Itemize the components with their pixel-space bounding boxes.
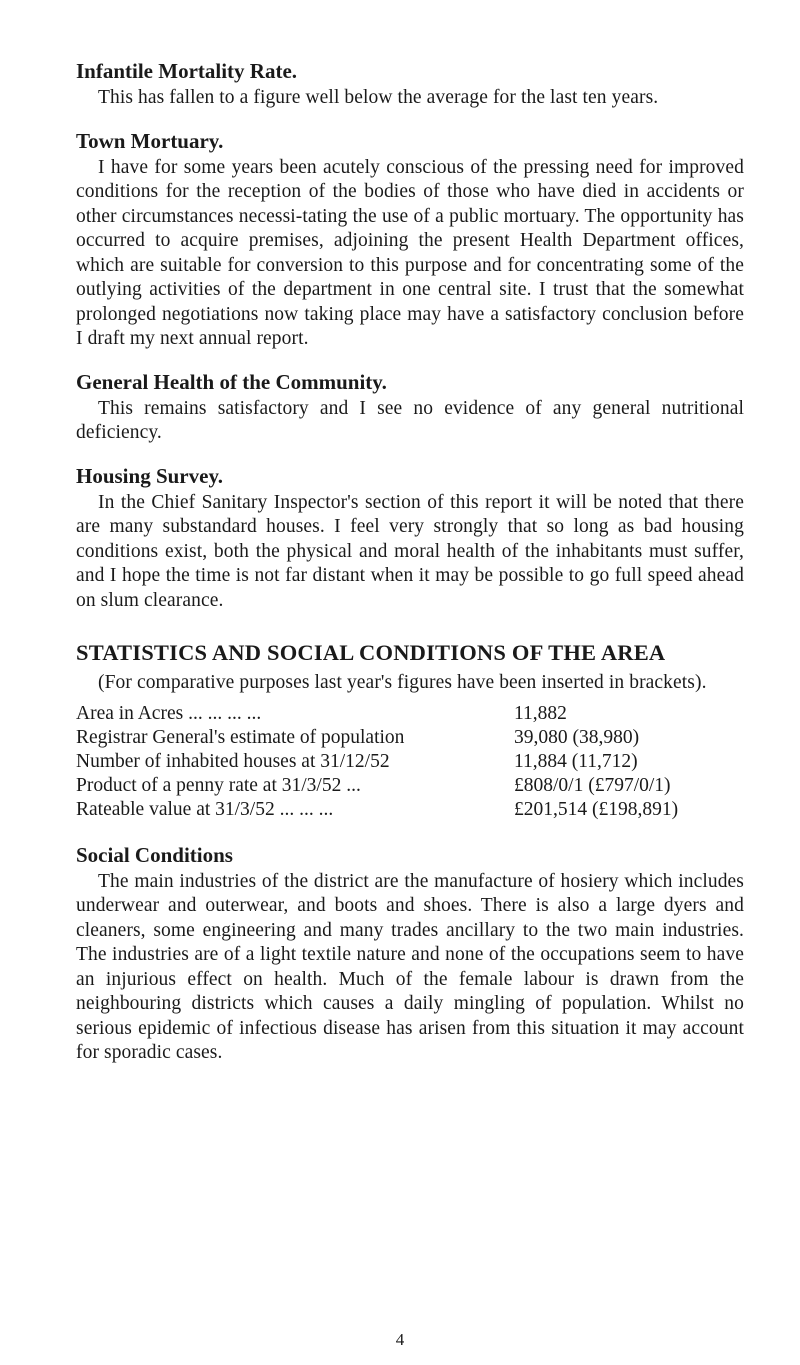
section-text: This has fallen to a figure well below the average for the last ten years. bbox=[98, 87, 659, 108]
section-text: In the Chief Sanitary Inspector's section of this report it will be noted that there are many substandard houses. I feel very strongly that so long as bad housing conditions exist, both the physical and moral health of the inhabitants must suffer, and I hope the time is not far distant when it may be possible to go full speed ahead on slum clearance. bbox=[76, 491, 744, 611]
section-general-health bbox=[76, 369, 744, 446]
section-infantile-mortality bbox=[76, 58, 744, 111]
section-title: Housing Survey. bbox=[76, 463, 224, 488]
document-page bbox=[76, 58, 744, 1083]
row-value: 39,080 (38,980) bbox=[514, 726, 640, 748]
statistics-intro: (For comparative purposes last year's figures have been inserted in brackets). bbox=[98, 672, 707, 693]
table-row bbox=[76, 726, 678, 750]
section-title: Social Conditions bbox=[76, 842, 233, 867]
statistics-heading: STATISTICS AND SOCIAL CONDITIONS OF THE AREA bbox=[76, 640, 666, 665]
row-label: Registrar General's estimate of population bbox=[76, 726, 405, 748]
row-value: 11,884 (11,712) bbox=[514, 750, 638, 772]
row-value: £201,514 (£198,891) bbox=[514, 798, 679, 820]
statistics-table bbox=[76, 702, 678, 822]
section-text: The main industries of the district are the manufacture of hosiery which includes underwear and outerwear, and boots and shoes. There is also a large dyers and cleaners, some engineering and many trades ancillary to the two main industries. The industries are of a light textile nature and none of the occupations seem to have an injurious effect on health. Much of the female labour is drawn from the neighbouring districts which causes a daily mingling of population. Whilst no serious epidemic of infectious disease has arisen from this situation it may account for sporadic cases. bbox=[76, 870, 744, 1063]
section-housing-survey bbox=[76, 463, 744, 614]
table-row bbox=[76, 798, 678, 822]
row-label: Rateable value at 31/3/52 ... ... ... bbox=[76, 798, 334, 820]
section-text: This remains satisfactory and I see no evidence of any general nutritional deficiency. bbox=[76, 397, 744, 443]
row-label: Area in Acres ... ... ... ... bbox=[76, 702, 262, 724]
row-label: Product of a penny rate at 31/3/52 ... bbox=[76, 774, 361, 796]
section-town-mortuary bbox=[76, 128, 744, 352]
section-title: General Health of the Community. bbox=[76, 369, 387, 394]
table-row bbox=[76, 702, 678, 726]
table-row bbox=[76, 774, 678, 798]
row-label: Number of inhabited houses at 31/12/52 bbox=[76, 750, 390, 772]
table-row bbox=[76, 750, 678, 774]
section-social-conditions bbox=[76, 842, 744, 1066]
section-title: Infantile Mortality Rate. bbox=[76, 59, 298, 83]
section-text: I have for some years been acutely conscious of the pressing need for improved conditions for the reception of the bodies of those who have died in accidents or other circumstances necessi-tating the use of a public mortuary. The opportunity has occurred to acquire premises, adjoining the present Health Department offices, which are suitable for conversion to this purpose and for concentrating some of the outlying activities of the department in one central site. I trust that the somewhat prolonged negotiations now taking place may have a satisfactory conclusion before I draft my next annual report. bbox=[76, 156, 744, 349]
section-title: Town Mortuary. bbox=[76, 128, 224, 153]
row-value: 11,882 bbox=[514, 702, 567, 724]
row-value: £808/0/1 (£797/0/1) bbox=[514, 774, 671, 796]
page-number: 4 bbox=[395, 1330, 405, 1349]
